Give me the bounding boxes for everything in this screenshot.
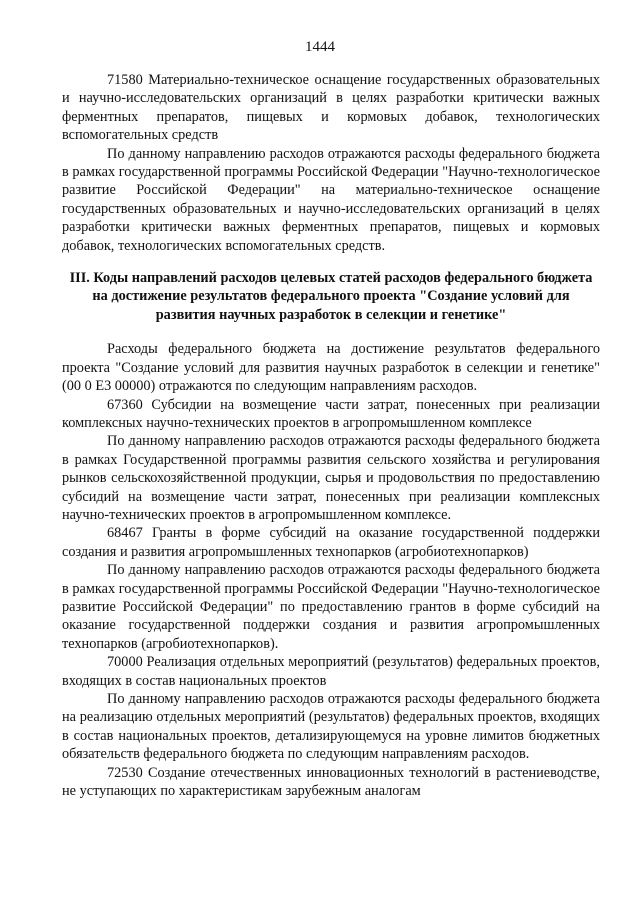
paragraph-71580-description: По данному направлению расходов отражаются расходы федерального бюджета в рамках государственной программы Российской Федерации "Научно-технологическое развитие Российской Федерации" на материально-техническое оснащение государственных образовательных и научно-исследовательских организаций в целях разработки критически важных ферментных препаратов, пищевых и кормовых добавок, технологических вспомогательных средств.	[62, 145, 600, 254]
paragraph-67360: 67360 Субсидии на возмещение части затрат, понесенных при реализации комплексных научно-технических проектов в агропромышленном комплексе	[62, 396, 600, 431]
section-heading-iii: III. Коды направлений расходов целевых статей расходов федерального бюджета на достижение результатов федерального проекта "Создание условий для развития научных разработок в селекции и генетике"	[69, 270, 593, 323]
page-number: 1444	[305, 39, 335, 55]
document-body	[62, 71, 600, 800]
paragraph-70000-description: По данному направлению расходов отражаются расходы федерального бюджета на реализацию отдельных мероприятий (результатов) федеральных проектов, входящих в состав национальных проектов, детализирующемуся на уровне лимитов бюджетных обязательств федерального бюджета по следующим направлениям расходов.	[62, 691, 600, 763]
paragraph-71580: 71580 Материально-техническое оснащение государственных образовательных и научно-исследовательских организаций в целях разработки критически важных ферментных препаратов, пищевых и кормовых добавок, технологических вспомогательных средств	[62, 72, 600, 144]
paragraph-67360-description: По данному направлению расходов отражаются расходы федерального бюджета в рамках Государственной программы развития сельского хозяйства и регулирования рынков сельскохозяйственной продукции, сырья и продовольствия по предоставлению субсидий на возмещение части затрат, понесенных при реализации комплексных научно-технических проектов в агропромышленном комплексе.	[62, 433, 600, 523]
paragraph-72530: 72530 Создание отечественных инновационных технологий в растениеводстве, не уступающих по характеристикам зарубежным аналогам	[62, 764, 600, 800]
paragraph-68467-description: По данному направлению расходов отражаются расходы федерального бюджета в рамках государственной программы Российской Федерации "Научно-технологическое развитие Российской Федерации" по предоставлению грантов в форме субсидий на оказание государственной поддержки создания и развития агропромышленных технопарков (агробиотехнопарков).	[62, 562, 600, 652]
paragraph-68467: 68467 Гранты в форме субсидий на оказание государственной поддержки создания и развития агропромышленных технопарков (агробиотехнопарков)	[62, 525, 600, 560]
paragraph-70000: 70000 Реализация отдельных мероприятий (результатов) федеральных проектов, входящих в состав национальных проектов	[62, 654, 600, 689]
paragraph-intro: Расходы федерального бюджета на достижение результатов федерального проекта "Создание условий для развития научных разработок в селекции и генетике" (00 0 Е3 00000) отражаются по следующим направлениям расходов.	[62, 341, 600, 395]
